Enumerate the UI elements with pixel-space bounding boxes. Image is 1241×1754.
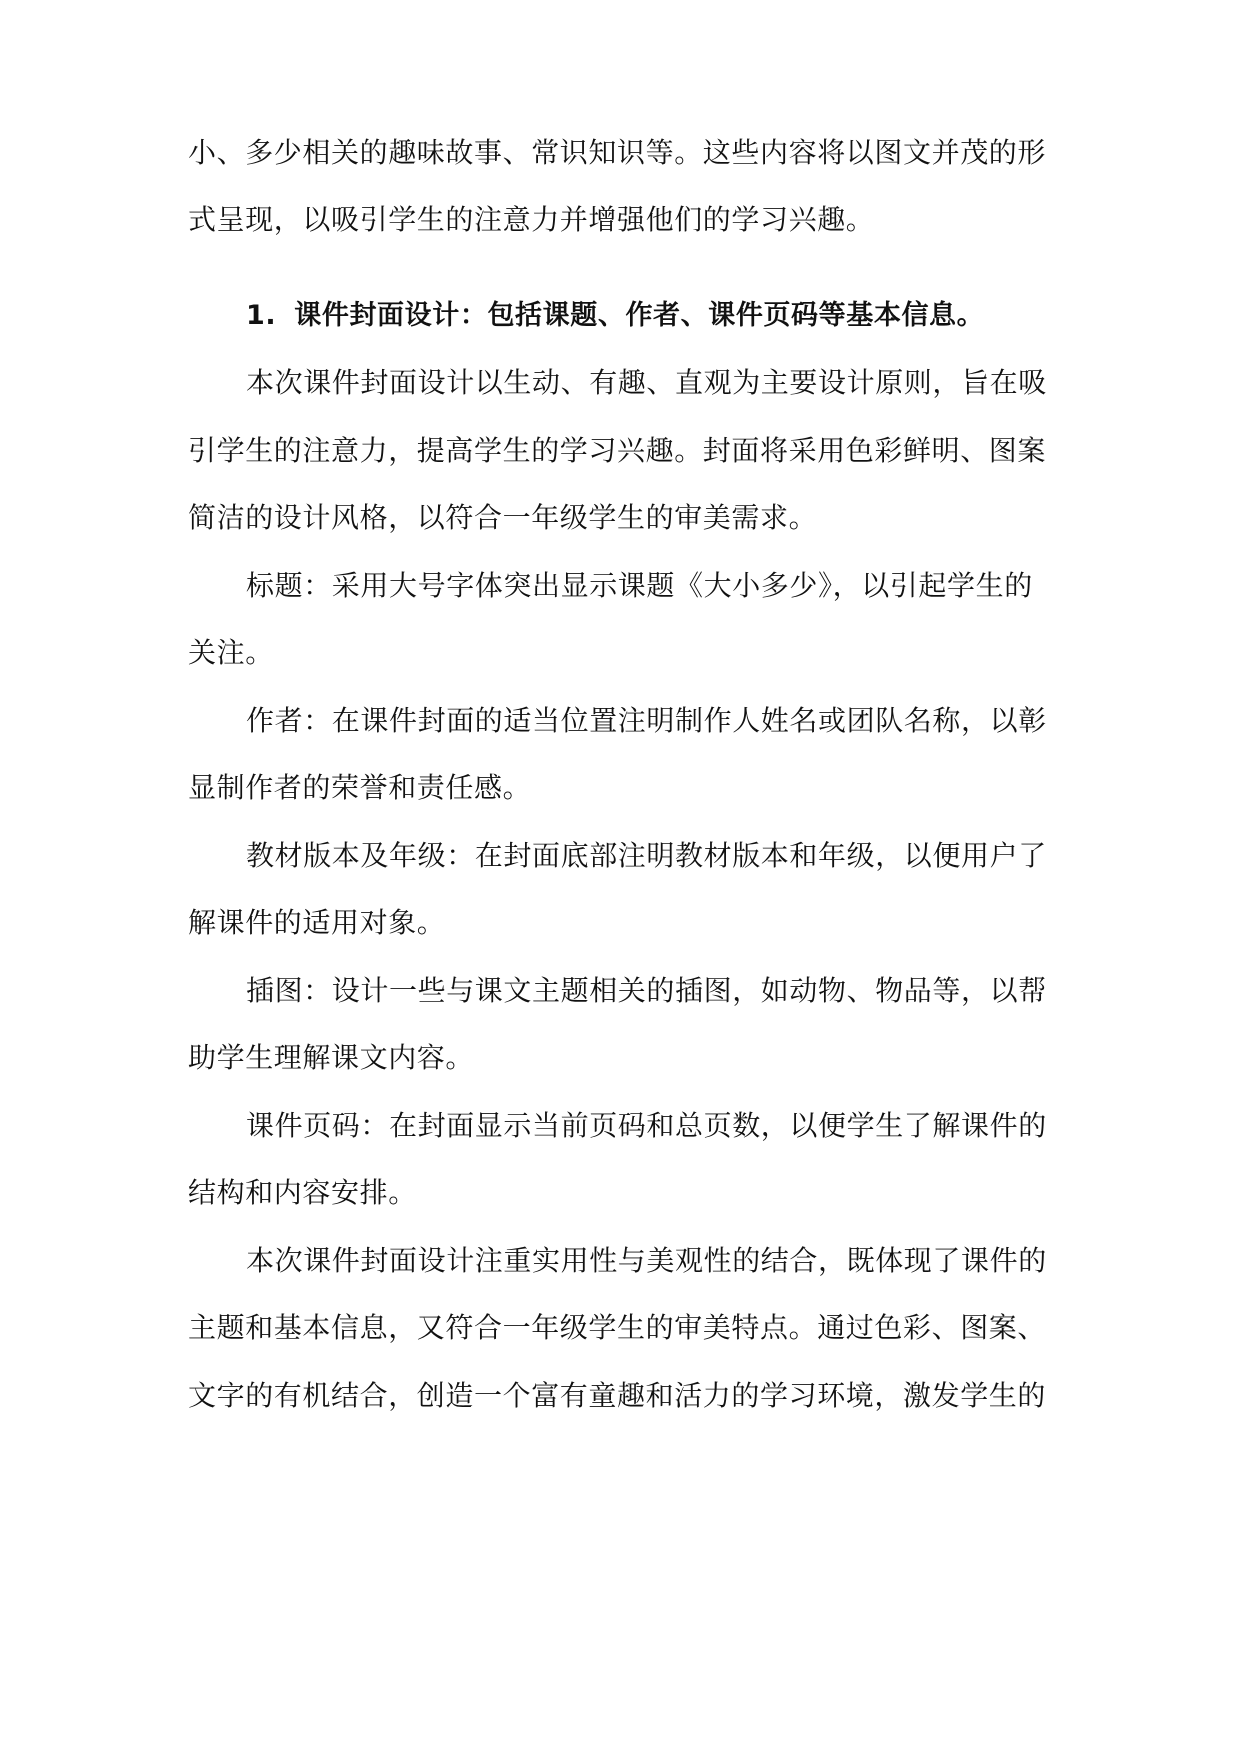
paragraph-line: 主题和基本信息，又符合一年级学生的审美特点。通过色彩、图案、 [188,1311,1047,1344]
paragraph-line: 标题：采用大号字体突出显示课题《大小多少》，以引起学生的 [246,569,1033,602]
paragraph-line: 文字的有机结合，创造一个富有童趣和活力的学习环境，激发学生的 [188,1379,1047,1412]
paragraph-line: 本次课件封面设计注重实用性与美观性的结合，既体现了课件的 [246,1244,1047,1277]
heading-text: 课件封面设计：包括课题、作者、课件页码等基本信息。 [294,300,985,331]
paragraph-line: 作者：在课件封面的适当位置注明制作人姓名或团队名称，以彰 [246,704,1047,737]
paragraph-line: 结构和内容安排。 [188,1176,417,1209]
paragraph-line: 显制作者的荣誉和责任感。 [188,771,532,804]
heading-number: 1. [246,300,277,331]
paragraph-line: 解课件的适用对象。 [188,906,446,939]
paragraph-line: 小、多少相关的趣味故事、常识知识等。这些内容将以图文并茂的形 [188,136,1047,169]
paragraph-line: 本次课件封面设计以生动、有趣、直观为主要设计原则，旨在吸 [246,366,1047,399]
paragraph-line: 助学生理解课文内容。 [188,1041,475,1074]
section-heading [246,296,1241,336]
paragraph-line: 插图：设计一些与课文主题相关的插图，如动物、物品等，以帮 [246,974,1047,1007]
paragraph-line: 式呈现，以吸引学生的注意力并增强他们的学习兴趣。 [188,203,875,236]
paragraph-line: 课件页码：在封面显示当前页码和总页数，以便学生了解课件的 [246,1109,1047,1142]
paragraph-line: 简洁的设计风格，以符合一年级学生的审美需求。 [188,501,818,534]
paragraph-line: 引学生的注意力，提高学生的学习兴趣。封面将采用色彩鲜明、图案 [188,434,1047,467]
paragraph-line: 教材版本及年级：在封面底部注明教材版本和年级，以便用户了 [246,839,1047,872]
paragraph-line: 关注。 [188,636,274,669]
